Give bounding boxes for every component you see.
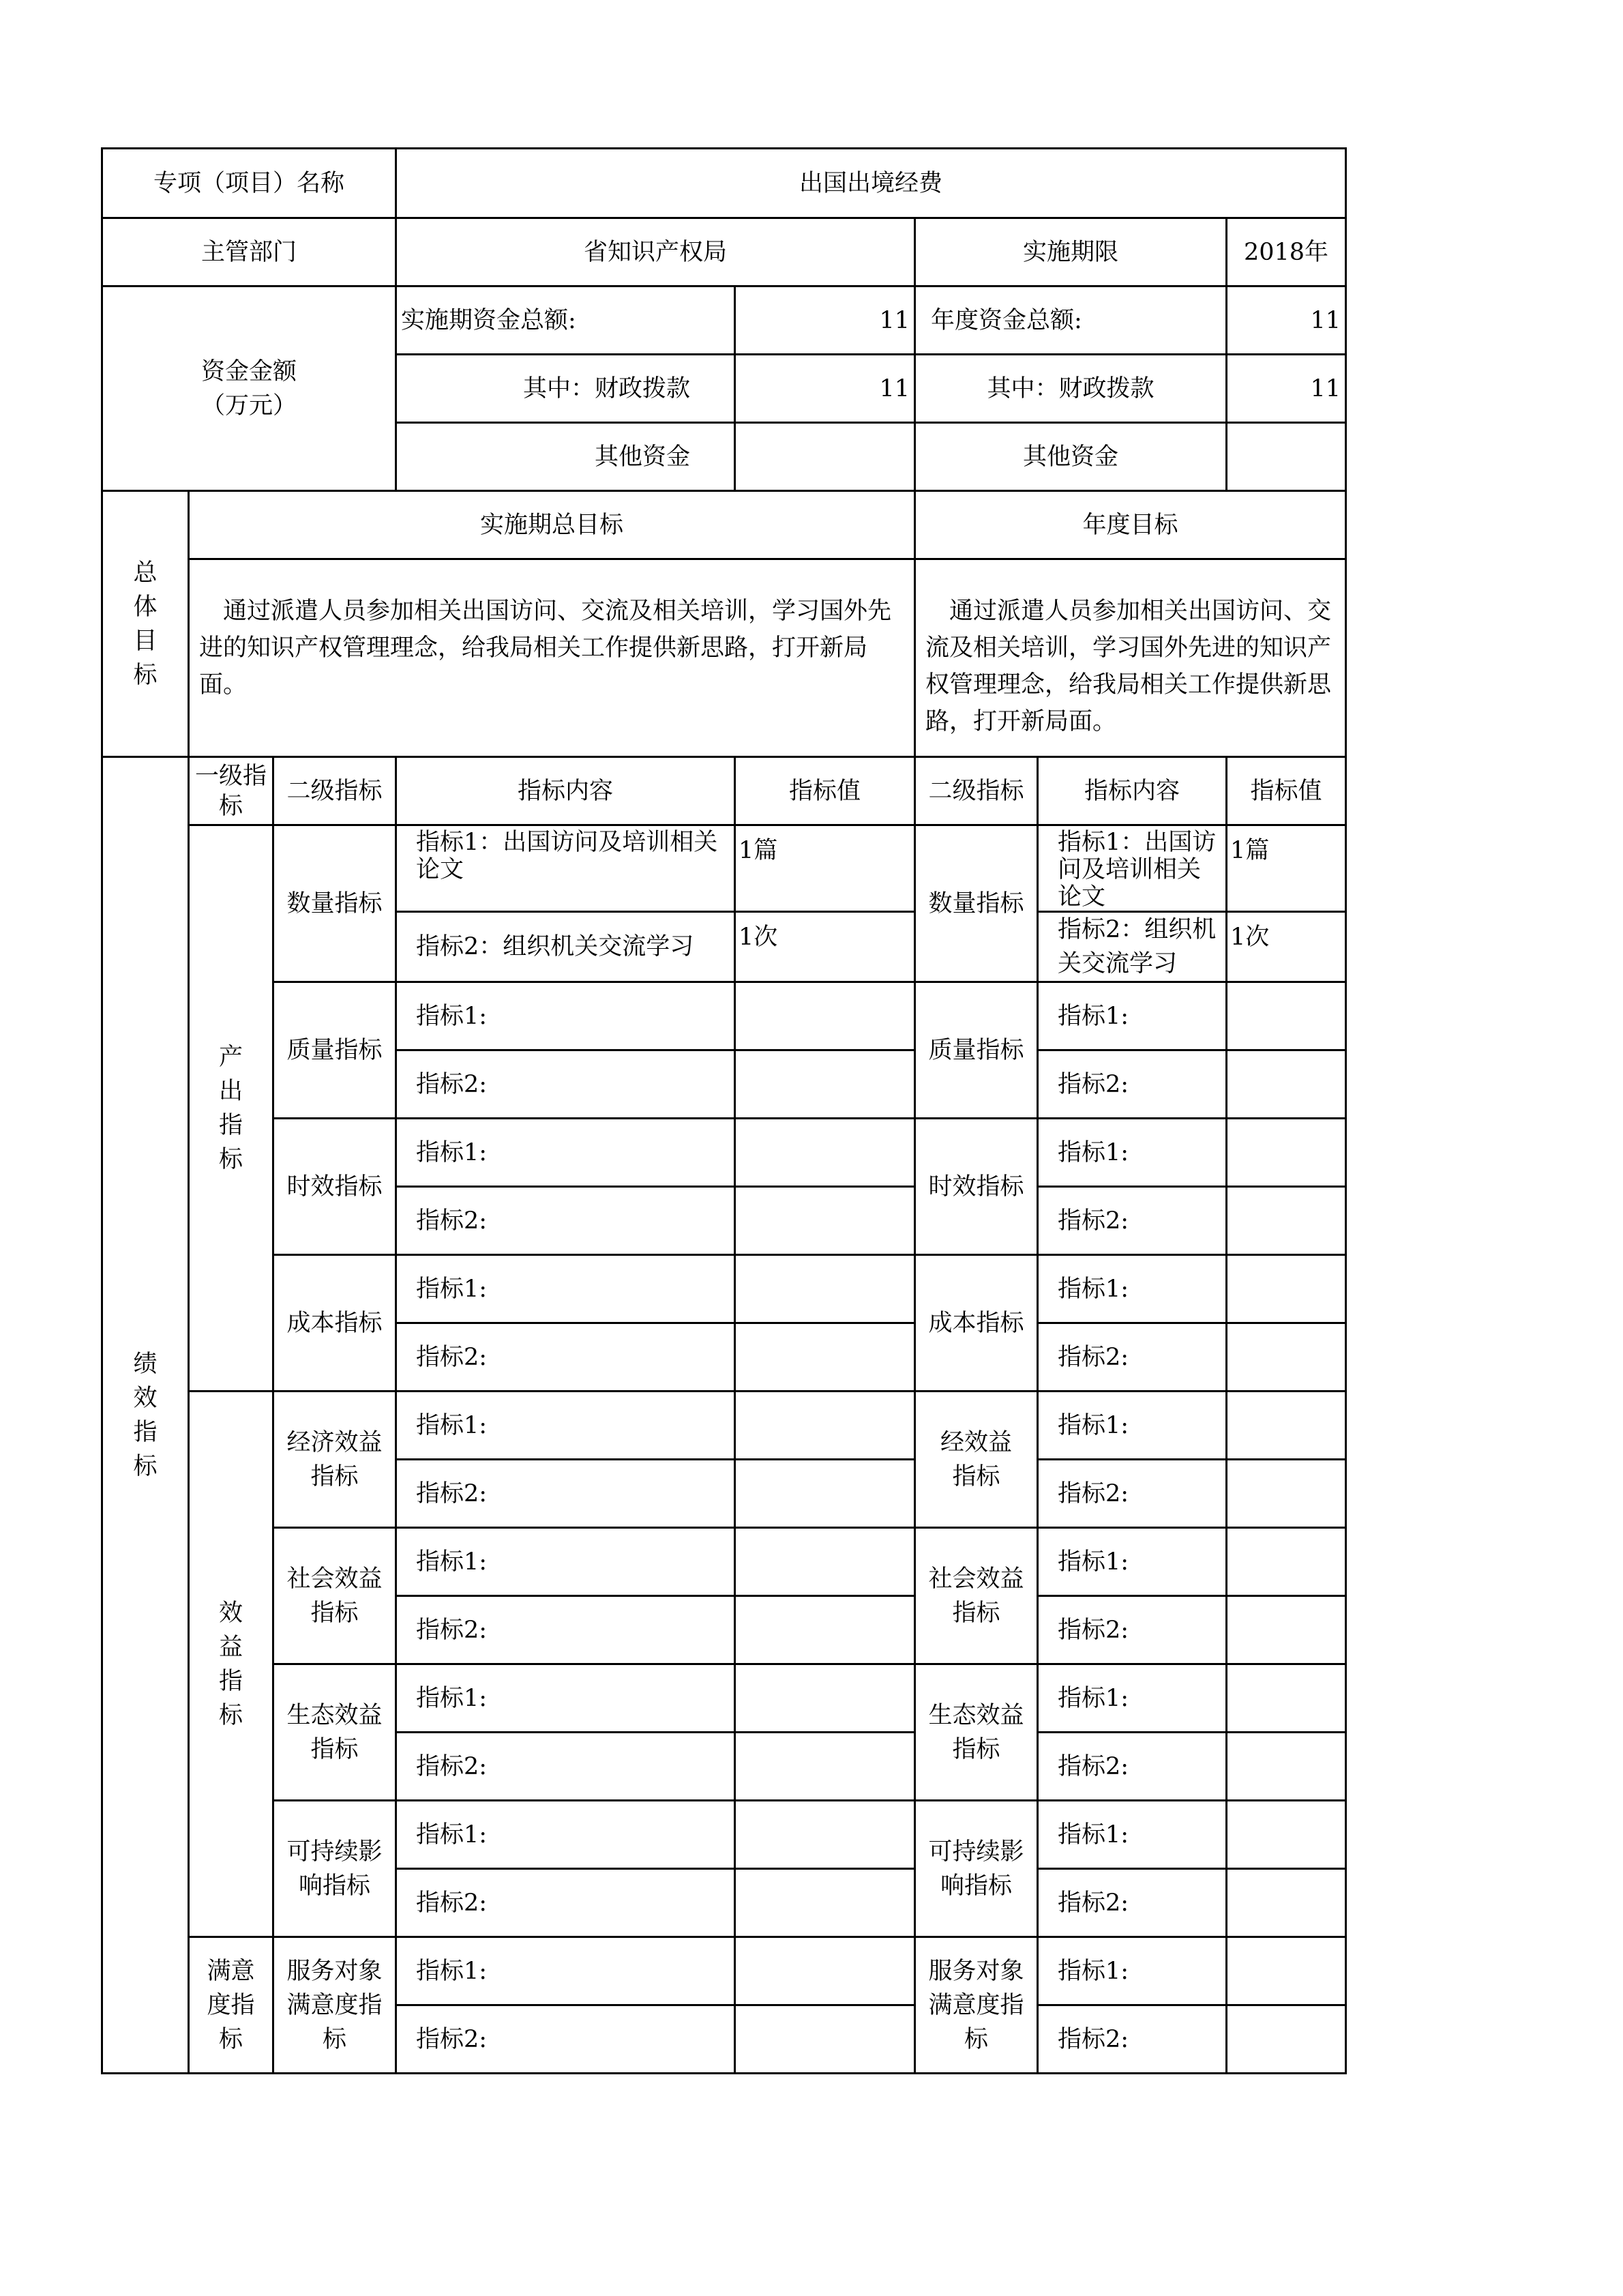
- indicator-content-annual: 指标2:: [1038, 1733, 1227, 1801]
- indicator-value: [735, 1392, 915, 1460]
- group-name-annual: 数量指标: [915, 825, 1038, 982]
- indicator-content-annual: 指标1:: [1038, 1801, 1227, 1869]
- funds-label-line2: （万元）: [200, 392, 297, 420]
- dept-value: 省知识产权局: [396, 218, 915, 286]
- group-name: 服务对象满意度指标: [273, 1937, 396, 2074]
- indicator-content-annual: 指标1:: [1038, 1528, 1227, 1596]
- satisfaction-indicator-label: 满意 度指 标: [189, 1937, 273, 2074]
- indicator-content-annual: 指标1:: [1038, 982, 1227, 1050]
- indicator-value-annual: [1227, 982, 1346, 1050]
- indicator-value: [735, 1596, 915, 1664]
- indicator-value: [735, 982, 915, 1050]
- annual-total-value: 11: [1227, 286, 1346, 355]
- indicator-value-annual: [1227, 1460, 1346, 1528]
- col-value-annual-header: 指标值: [1227, 757, 1346, 825]
- indicator-value: [735, 1733, 915, 1801]
- indicator-content: 指标1:: [396, 1255, 735, 1323]
- indicator-value: [735, 2005, 915, 2074]
- indicator-value-annual: [1227, 1528, 1346, 1596]
- indicator-value: [735, 1119, 915, 1187]
- indicator-content: 指标2:: [396, 1869, 735, 1937]
- indicator-content: 指标1:: [396, 1392, 735, 1460]
- indicator-content: 指标2:: [396, 1460, 735, 1528]
- annual-total-label: 年度资金总额:: [915, 286, 1227, 355]
- indicator-value-annual: [1227, 1392, 1346, 1460]
- indicator-content: 指标2：组织机关交流学习: [396, 912, 735, 982]
- annual-goal-header: 年度目标: [915, 491, 1346, 559]
- group-name: 成本指标: [273, 1255, 396, 1392]
- group-name-annual: 生态效益指标: [915, 1664, 1038, 1801]
- indicator-value: [735, 1050, 915, 1119]
- indicator-content-annual: 指标1:: [1038, 1664, 1227, 1733]
- indicator-value-annual: [1227, 1596, 1346, 1664]
- indicator-value-annual: 1篇: [1227, 825, 1346, 912]
- period-total-label: 实施期资金总额:: [396, 286, 735, 355]
- indicator-value: 1篇: [735, 825, 915, 912]
- indicator-content: 指标2:: [396, 1187, 735, 1255]
- performance-label: 绩 效 指 标: [102, 757, 189, 2074]
- annual-other-label: 其他资金: [915, 423, 1227, 491]
- group-name-annual: 成本指标: [915, 1255, 1038, 1392]
- indicator-value-annual: [1227, 1937, 1346, 2005]
- indicator-value: [735, 1528, 915, 1596]
- group-name-annual: 社会效益指标: [915, 1528, 1038, 1664]
- group-name-annual: 经效益指标: [915, 1392, 1038, 1528]
- indicator-content: 指标1:: [396, 1801, 735, 1869]
- indicator-content-annual: 指标2:: [1038, 1596, 1227, 1664]
- output-indicator-label: 产 出 指 标: [189, 825, 273, 1392]
- indicator-content-annual: 指标2:: [1038, 1050, 1227, 1119]
- indicator-value: [735, 1664, 915, 1733]
- period-goal-header: 实施期总目标: [189, 491, 915, 559]
- indicator-content: 指标2:: [396, 1050, 735, 1119]
- col-value-header: 指标值: [735, 757, 915, 825]
- indicator-value-annual: 1次: [1227, 912, 1346, 982]
- group-name: 社会效益指标: [273, 1528, 396, 1664]
- group-name: 质量指标: [273, 982, 396, 1119]
- indicator-content: 指标1:: [396, 982, 735, 1050]
- indicator-content: 指标2:: [396, 1733, 735, 1801]
- group-name-annual: 时效指标: [915, 1119, 1038, 1255]
- indicator-value-annual: [1227, 1050, 1346, 1119]
- indicator-value: [735, 1801, 915, 1869]
- annual-goal-text: 通过派遣人员参加相关出国访问、交流及相关培训，学习国外先进的知识产权管理理念，给我局相关工作提供新思路，打开新局面。: [915, 559, 1346, 757]
- form-table: [101, 147, 1347, 2074]
- indicator-content: 指标2:: [396, 1323, 735, 1392]
- indicator-content-annual: 指标2：组织机关交流学习: [1038, 912, 1227, 982]
- col-content-header: 指标内容: [396, 757, 735, 825]
- period-total-value: 11: [735, 286, 915, 355]
- indicator-content: 指标1：出国访问及培训相关论文: [396, 825, 735, 912]
- indicator-value: [735, 1937, 915, 2005]
- indicator-content: 指标2:: [396, 1596, 735, 1664]
- group-name: 经济效益指标: [273, 1392, 396, 1528]
- indicator-content: 指标1:: [396, 1937, 735, 2005]
- indicator-value-annual: [1227, 1733, 1346, 1801]
- period-value: 2018年: [1227, 218, 1346, 286]
- indicator-value-annual: [1227, 2005, 1346, 2074]
- indicator-content-annual: 指标2:: [1038, 1323, 1227, 1392]
- indicator-content-annual: 指标1:: [1038, 1119, 1227, 1187]
- col-content-annual-header: 指标内容: [1038, 757, 1227, 825]
- indicator-value: [735, 1869, 915, 1937]
- indicator-value: [735, 1255, 915, 1323]
- benefit-indicator-label: 效 益 指 标: [189, 1392, 273, 1937]
- indicator-content: 指标1:: [396, 1664, 735, 1733]
- group-name: 数量指标: [273, 825, 396, 982]
- period-label: 实施期限: [915, 218, 1227, 286]
- indicator-value-annual: [1227, 1187, 1346, 1255]
- group-name-annual: 可持续影响指标: [915, 1801, 1038, 1937]
- annual-fiscal-value: 11: [1227, 355, 1346, 423]
- indicator-content: 指标1:: [396, 1528, 735, 1596]
- period-fiscal-label: 其中：财政拨款: [396, 355, 735, 423]
- indicator-content: 指标2:: [396, 2005, 735, 2074]
- project-name-value: 出国出境经费: [396, 149, 1346, 218]
- indicator-content-annual: 指标1:: [1038, 1937, 1227, 2005]
- group-name-annual: 服务对象满意度指标: [915, 1937, 1038, 2074]
- indicator-content-annual: 指标2:: [1038, 1187, 1227, 1255]
- col-level2-annual-header: 二级指标: [915, 757, 1038, 825]
- dept-label: 主管部门: [102, 218, 396, 286]
- group-name: 时效指标: [273, 1119, 396, 1255]
- group-name-annual: 质量指标: [915, 982, 1038, 1119]
- indicator-value: [735, 1323, 915, 1392]
- funds-label: [102, 286, 396, 491]
- indicator-content-annual: 指标2:: [1038, 1869, 1227, 1937]
- period-other-label: 其他资金: [396, 423, 735, 491]
- project-name-label: 专项（项目）名称: [102, 149, 396, 218]
- group-name: 生态效益指标: [273, 1664, 396, 1801]
- overall-goal-label: 总 体 目 标: [102, 491, 189, 757]
- indicator-value-annual: [1227, 1119, 1346, 1187]
- period-goal-text: 通过派遣人员参加相关出国访问、交流及相关培训，学习国外先进的知识产权管理理念，给我局相关工作提供新思路，打开新局面。: [189, 559, 915, 757]
- indicator-content-annual: 指标2:: [1038, 1460, 1227, 1528]
- indicator-value: 1次: [735, 912, 915, 982]
- col-level1-header: 一级指标: [189, 757, 273, 825]
- indicator-content-annual: 指标1:: [1038, 1392, 1227, 1460]
- funds-label-line1: 资金金额: [200, 357, 297, 385]
- annual-other-value: [1227, 423, 1346, 491]
- indicator-value-annual: [1227, 1801, 1346, 1869]
- indicator-content-annual: 指标2:: [1038, 2005, 1227, 2074]
- indicator-value: [735, 1460, 915, 1528]
- indicator-content: 指标1:: [396, 1119, 735, 1187]
- annual-fiscal-label: 其中：财政拨款: [915, 355, 1227, 423]
- indicator-value-annual: [1227, 1255, 1346, 1323]
- indicator-value: [735, 1187, 915, 1255]
- group-name: 可持续影响指标: [273, 1801, 396, 1937]
- performance-goal-form: [101, 147, 1347, 2074]
- indicator-value-annual: [1227, 1869, 1346, 1937]
- indicator-content-annual: 指标1：出国访问及培训相关论文: [1038, 825, 1227, 912]
- indicator-value-annual: [1227, 1323, 1346, 1392]
- period-other-value: [735, 423, 915, 491]
- col-level2-header: 二级指标: [273, 757, 396, 825]
- period-fiscal-value: 11: [735, 355, 915, 423]
- indicator-content-annual: 指标1:: [1038, 1255, 1227, 1323]
- indicator-value-annual: [1227, 1664, 1346, 1733]
